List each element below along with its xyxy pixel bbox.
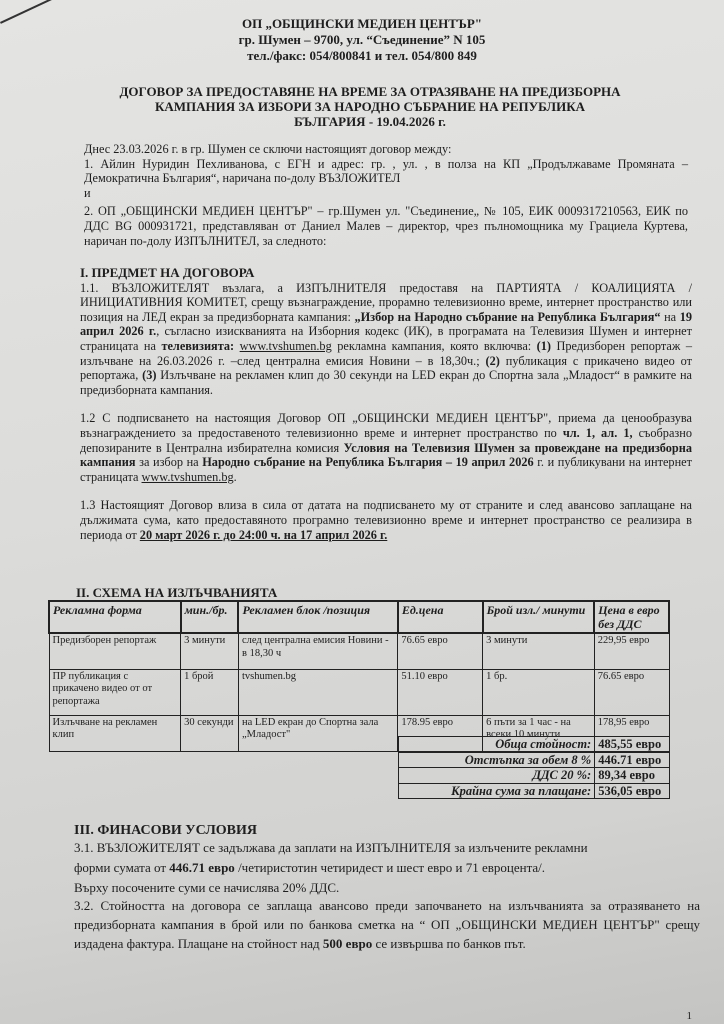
- text-run: 19 април 2026 г.: [80, 309, 692, 339]
- text-run: /четиристотин четиридест и шест евро и 71 евроцента/.: [234, 860, 546, 875]
- text-run: , съгласно изискванията на Изборния кодекс (ИК), в програмата на Телевизия Шумен и интернет страницата на: [80, 324, 692, 353]
- text-run: Днес 23.03.2026 г. в гр. Шумен се сключи настоящият договор между:: [84, 142, 452, 156]
- text-run: „Избор на Народно събрание на Република България“: [354, 309, 661, 324]
- text-run: за избор на: [135, 455, 203, 470]
- text-run: публикация с прикачено видео от репортажа,: [80, 353, 692, 383]
- table-cell: 229,95 евро: [594, 633, 669, 669]
- table-cell: ПР публикация с прикачено видео от от репортажа: [49, 669, 181, 715]
- text-run: Народно събрание на Република България – 19 април 2026: [202, 455, 534, 470]
- clause-3-1-amount: [74, 859, 700, 876]
- table-row: [49, 669, 669, 715]
- text-run: на: [660, 309, 680, 324]
- intro-date: [84, 142, 688, 157]
- table-cell: след централна емисия Новини - в 18,30 ч: [238, 633, 397, 669]
- text-run: рекламна кампания, която включва:: [331, 338, 537, 353]
- totals-row: [399, 768, 670, 784]
- table-cell: Излъчване на рекламен клип: [49, 715, 181, 751]
- section-2-heading: II. СХЕМА НА ИЗЛЪЧВАНИЯТА: [76, 585, 278, 600]
- party-2: [84, 204, 688, 248]
- text-run: и: [84, 185, 91, 200]
- table-row: [49, 633, 669, 669]
- text-run: www.tvshumen.bg: [239, 338, 332, 353]
- column-header: Рекламна форма: [49, 601, 181, 633]
- text-run: 2. ОП „ОБЩИНСКИ МЕДИЕН ЦЕНТЪР" – гр.Шумен ул. "Съединение„ № 105, ЕИК 0009317210563, ЕИК по ДДС BG 000931721, представляван от Даниел Малев – директор, чрез пълномощника му Грациела Куртева, наричан по-долу ИЗПЪЛНИТЕЛ, за следното:: [84, 204, 688, 248]
- column-header: Ед.цена: [398, 601, 483, 633]
- contract-title: [70, 84, 670, 129]
- text-run: се извършва по банков път.: [372, 936, 526, 951]
- text-run: телевизията:: [161, 338, 235, 353]
- title-line: КАМПАНИЯ ЗА ИЗБОРИ ЗА НАРОДНО СЪБРАНИЕ НА РЕПУБЛИКА: [154, 99, 586, 114]
- section-3: [74, 822, 700, 953]
- totals-row: [399, 783, 670, 799]
- page-number: 1: [686, 1010, 692, 1022]
- table-cell: 178.95 евро: [398, 715, 483, 751]
- conjunction: [84, 186, 688, 201]
- totals-value: 446.71 евро: [595, 752, 670, 768]
- text-run: .: [233, 469, 237, 484]
- text-run: Върху посочените суми се начислява 20% ДДС.: [74, 880, 340, 895]
- totals-label: Отстъпка за обем 8 %: [399, 752, 595, 768]
- text-run: съобразно депозираните в Централна избирателна комисия: [80, 425, 692, 455]
- table-cell: 3 минути: [483, 633, 595, 669]
- totals-table: [398, 736, 670, 799]
- column-header: Рекламен блок /позиция: [238, 601, 397, 633]
- org-phone: тел./факс: 054/800841 и тел. 054/800 849: [247, 48, 477, 63]
- totals-value: 89,34 евро: [595, 768, 670, 784]
- text-run: 1.1. ВЪЗЛОЖИТЕЛЯТ възлага, а ИЗПЪЛНИТЕЛЯ предоставя на ПАРТИЯТА / КОАЛИЦИЯТА / ИНИЦИАТИВНИЯ КОМИТЕТ, срещу възнаграждение, прорамно телевизионно време, интернет пространство или позиция на ЛЕД екран за предизборната кампания:: [80, 280, 692, 324]
- text-run: Предизборен репортаж – излъчване на 26.03.2026 г. –след централна емисия Новини – в 18,30ч.;: [80, 338, 692, 368]
- totals-label: Обща стойност:: [399, 737, 595, 753]
- text-run: (3): [142, 368, 157, 383]
- title-line: ДОГОВОР ЗА ПРЕДОСТАВЯНЕ НА ВРЕМЕ ЗА ОТРАЗЯВАНЕ НА ПРЕДИЗБОРНА: [119, 84, 621, 99]
- text-run: 500 евро: [322, 936, 373, 951]
- section-heading: III. ФИНАСОВИ УСЛОВИЯ: [74, 823, 257, 838]
- totals-label: Крайна сума за плащане:: [399, 783, 595, 799]
- text-run: 20 март 2026 г. до 24:00 ч. на 17 април 2026 г.: [139, 527, 388, 542]
- title-line: БЪЛГАРИЯ - 19.04.2026 г.: [294, 114, 446, 129]
- column-header: Брой изл./ минути: [483, 601, 595, 633]
- clause-1-2: [80, 411, 692, 484]
- column-header: Цена в евро без ДДС: [594, 601, 669, 633]
- table-cell: 1 бр.: [483, 669, 595, 715]
- broadcast-schedule-table: [48, 600, 670, 752]
- text-run: форми сумата от: [74, 860, 170, 875]
- totals-label: ДДС 20 %:: [399, 768, 595, 784]
- vat-note: [74, 879, 700, 896]
- table-cell: 76.65 евро: [398, 633, 483, 669]
- letterhead: [0, 16, 724, 64]
- clause-3-1: [74, 839, 700, 856]
- org-address: гр. Шумен – 9700, ул. “Съединение” N 105: [238, 32, 486, 47]
- text-run: 446.71 евро: [169, 860, 235, 875]
- table-cell: 1 брой: [181, 669, 239, 715]
- table-cell: 178,95 евро: [594, 715, 669, 751]
- table-header-row: [49, 601, 669, 633]
- text-run: 1.3 Настоящият Договор влиза в сила от датата на подписването му от страните и след авансово заплащане на дължимата сума, като предоставяното програмно телевизионно време и интернет пространство се реализира в периода от: [80, 498, 692, 542]
- text-run: 3.1. ВЪЗЛОЖИТЕЛЯТ се задължава да заплати на ИЗПЪЛНИТЕЛЯ за излъчените рекламни: [74, 840, 588, 855]
- text-run: Излъчване на рекламен клип до 30 секунди на LED екран до Спортна зала „Младост“ в рамките на предизборната кампания.: [80, 368, 692, 397]
- table-cell: на LED екран до Спортна зала „Младост": [238, 715, 397, 751]
- text-run: www.tvshumen.bg: [141, 469, 234, 484]
- text-run: (2): [485, 353, 500, 368]
- column-header: мин./бр.: [181, 601, 239, 633]
- totals-row: [399, 737, 670, 753]
- table-cell: 30 секунди: [181, 715, 239, 751]
- text-run: 3.2. Стойността на договора се заплаща авансово преди започването на излъчванията за отразяването на предизборната кампания в брой или по банкова сметка на “ ОП „ОБЩИНСКИ МЕДИЕН ЦЕНТЪР" срещу издадена фактура. Плащане на стойност над: [74, 898, 700, 951]
- section-heading: I. ПРЕДМЕТ НА ДОГОВОРА: [80, 265, 255, 280]
- table-cell: 6 пъти за 1 час - на всеки 10 минути: [483, 715, 595, 751]
- table-cell: Предизборен репортаж: [49, 633, 181, 669]
- totals-row: [399, 752, 670, 768]
- text-run: 1. Айлин Нуридин Пехливанова, с ЕГН и адрес: гр. , ул. , в полза на КП „Продължаваме Промяната – Демократична България“, наричана по-долу ВЪЗЛОЖИТЕЛ: [84, 156, 688, 186]
- table-cell: tvshumen.bg: [238, 669, 397, 715]
- text-run: чл. 1, ал. 1,: [562, 425, 633, 440]
- org-name: ОП „ОБЩИНСКИ МЕДИЕН ЦЕНТЪР": [241, 16, 483, 31]
- totals-value: 536,05 евро: [595, 783, 670, 799]
- text-run: (1): [536, 338, 552, 353]
- text-run: Условия на Телевизия Шумен за провеждане на предизборна кампания: [80, 440, 692, 470]
- party-1: [84, 157, 688, 186]
- parties: [84, 142, 688, 248]
- totals-value: 485,55 евро: [595, 737, 670, 753]
- clause-3-2: [74, 896, 700, 953]
- clause-1-3: [80, 498, 692, 542]
- text-run: 1.2 С подписването на настоящия Договор ОП „ОБЩИНСКИ МЕДИЕН ЦЕНТЪР", приема да ценообразува възнаграждението за предоставеното телевизионно време и интернет пространство по: [80, 411, 692, 440]
- table-cell: 76.65 евро: [594, 669, 669, 715]
- text-run: г. и публикувани на интернет страницата: [80, 455, 692, 484]
- table-cell: 51.10 евро: [398, 669, 483, 715]
- table-cell: 3 минути: [181, 633, 239, 669]
- clause-1-1: [80, 281, 692, 398]
- section-1: [80, 266, 692, 542]
